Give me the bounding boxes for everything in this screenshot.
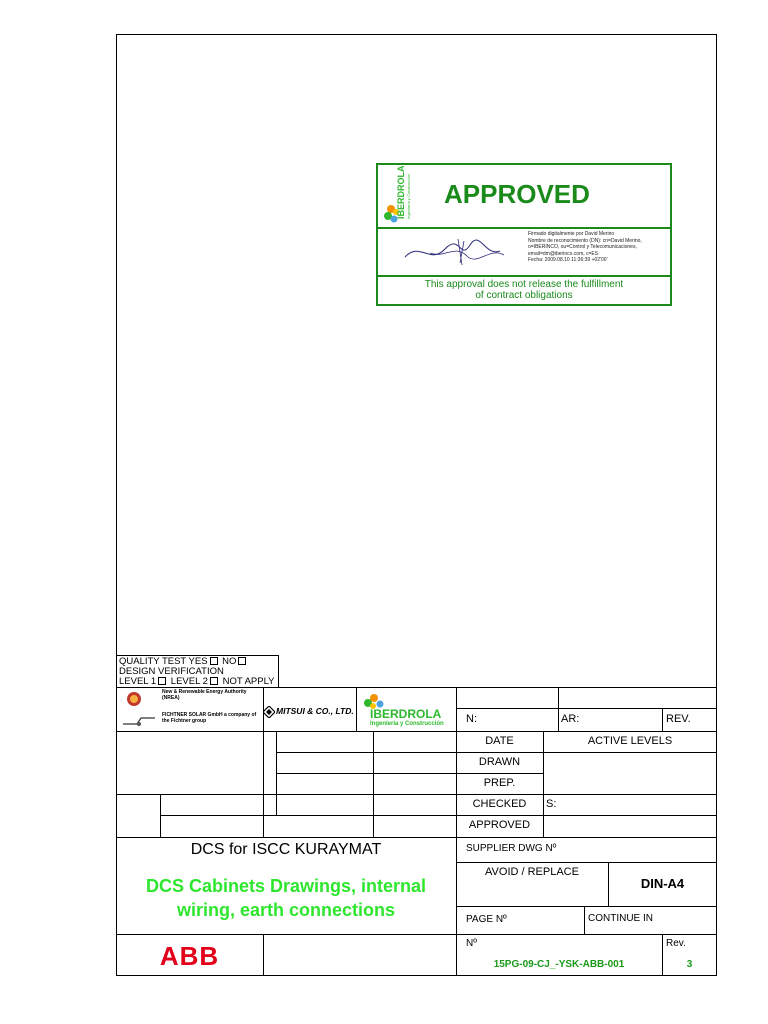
fichtner-logo-icon bbox=[121, 712, 157, 728]
active-levels-label: ACTIVE LEVELS bbox=[587, 735, 673, 747]
ar-label: AR: bbox=[561, 713, 580, 725]
yes-checkbox[interactable] bbox=[210, 657, 218, 665]
iberdrola-stamp-logo bbox=[382, 165, 412, 225]
prep-label: PREP. bbox=[483, 777, 516, 789]
document-number: 15PG-09-CJ_-YSK-ABB-001 bbox=[493, 959, 625, 970]
mitsui-logo: MITSUI & CO., LTD. bbox=[276, 706, 354, 716]
abb-logo: ABB bbox=[159, 941, 220, 971]
level1-checkbox[interactable] bbox=[158, 677, 166, 685]
project-title: DCS for ISCC KURAYMAT bbox=[190, 841, 382, 858]
nrea-label: New & Renewable Energy Authority (NREA) bbox=[162, 689, 247, 701]
design-verification-label: DESIGN VERIFICATION bbox=[119, 666, 224, 677]
drawing-title: DCS Cabinets Drawings, internal wiring, earth connections bbox=[145, 876, 427, 920]
stamp-brand-sub-vertical: Ingeniería y Construcción bbox=[406, 173, 411, 219]
stamp-title: APPROVED bbox=[444, 179, 590, 209]
level2-checkbox[interactable] bbox=[210, 677, 218, 685]
n-label: N: bbox=[466, 713, 477, 725]
page-no-label: PAGE Nº bbox=[466, 914, 507, 925]
no-checkbox[interactable] bbox=[238, 657, 246, 665]
date-label: DATE bbox=[485, 735, 514, 747]
quality-box bbox=[116, 655, 279, 687]
approval-stamp bbox=[376, 163, 672, 306]
drawn-label: DRAWN bbox=[478, 756, 521, 768]
rev-label-bottom: Rev. bbox=[666, 938, 686, 949]
iberdrola-sub-logo: Ingeniería y Construcción bbox=[370, 721, 444, 727]
fichtner-label: FICHTNER SOLAR GmbH a company of the Fichtner group bbox=[162, 712, 257, 724]
approved-label: APPROVED bbox=[468, 819, 531, 831]
mitsui-diamond-icon bbox=[263, 706, 275, 718]
number-label: Nº bbox=[466, 938, 477, 949]
revision-value: 3 bbox=[686, 959, 693, 970]
stamp-disclaimer: This approval does not release the fulfillment of contract obligations bbox=[424, 279, 624, 301]
avoid-replace-label: AVOID / REPLACE bbox=[485, 866, 579, 878]
continue-in-label: CONTINUE IN bbox=[588, 913, 653, 924]
level1-label: LEVEL 1 bbox=[119, 676, 157, 687]
iberdrola-logo: IBERDROLA bbox=[370, 707, 442, 721]
level2-label: LEVEL 2 bbox=[170, 676, 208, 687]
no-label: NO bbox=[222, 656, 237, 667]
signature-details: Firmado digitalmente por David Merino Nombre de reconocimiento (DN): cn=David Merino, o=IBERINCO, ou=Control y Telecomunicaciones, email=dm@iberinco.com, c=ES Fecha: 2009.08.10 11:36:39 +02'00' bbox=[528, 231, 642, 263]
nrea-emblem-icon bbox=[122, 690, 146, 708]
supplier-dwg-label: SUPPLIER DWG Nº bbox=[466, 843, 557, 854]
s-label: S: bbox=[546, 798, 557, 810]
format-label: DIN-A4 bbox=[640, 876, 685, 891]
rev-label: REV. bbox=[666, 713, 691, 725]
stamp-brand-vertical: IBERDROLA bbox=[396, 165, 406, 219]
signature-image bbox=[400, 231, 510, 271]
quality-test-label: QUALITY TEST YES bbox=[119, 656, 208, 667]
not-apply-label: NOT APPLY bbox=[222, 676, 275, 687]
checked-label: CHECKED bbox=[472, 798, 527, 810]
